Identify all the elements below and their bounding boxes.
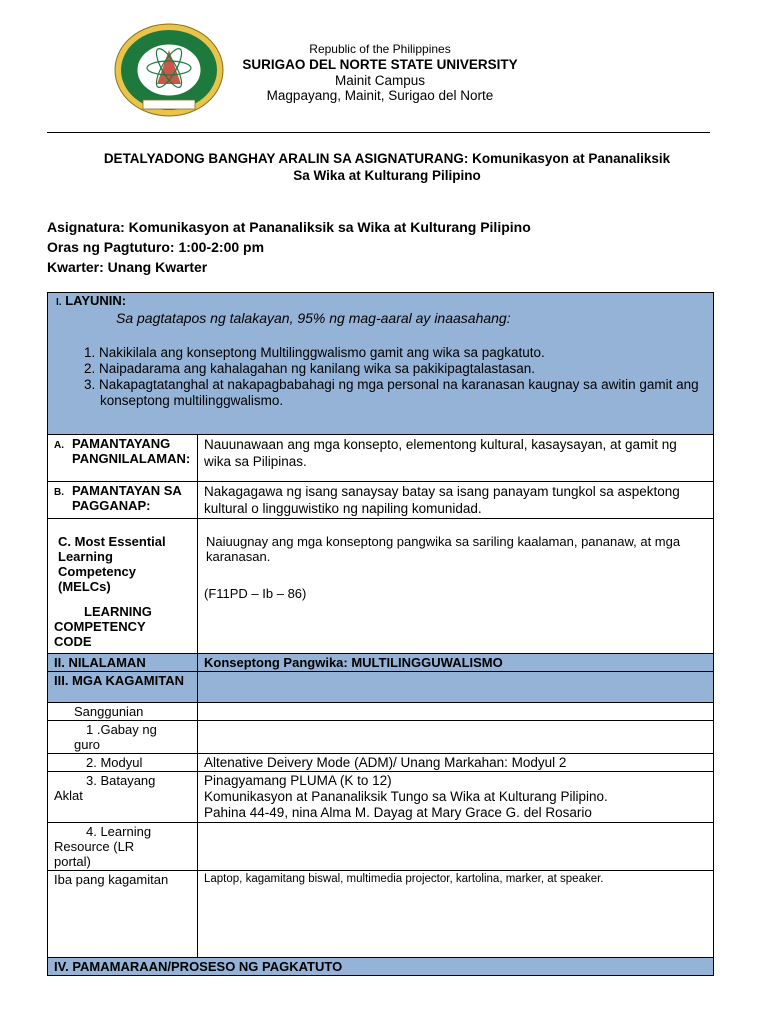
modyul-label: 2. Modyul	[48, 754, 198, 772]
campus-name: Mainit Campus	[334, 73, 426, 88]
pamamaraan-label: IV. PAMAMARAAN/PROSESO NG PAGKATUTO	[48, 958, 714, 976]
republic-line: Republic of the Philippines	[309, 42, 451, 56]
iba-pang-kagamitan-row	[48, 871, 714, 958]
lesson-meta	[47, 217, 531, 277]
gabay-label: 1 .Gabay ng guro	[74, 722, 157, 752]
iba-label: Iba pang kagamitan	[48, 871, 198, 958]
gabay-row	[48, 721, 714, 754]
kagamitan-label: III. MGA KAGAMITAN	[48, 672, 198, 703]
row-a-value: Nauunawaan ang mga konsepto, elementong kultural, kasaysayan, at gamit ng wika sa Pilipinas.	[198, 435, 714, 482]
layunin-row	[48, 293, 714, 435]
learning-competency-code-label: LEARNING COMPETENCY CODE	[54, 604, 152, 649]
learning-resource-row	[48, 823, 714, 871]
row-b-label: PAMANTAYAN SA PAGGANAP:	[72, 483, 182, 513]
kagamitan-row	[48, 672, 714, 703]
title-line-1: DETALYADONG BANGHAY ARALIN SA ASIGNATURANG: Komunikasyon at Pananaliksik	[103, 151, 671, 166]
layunin-item-3: 3. Nakapagtatanghal at nakapagbabahagi ng mga personal na karanasan kaugnay sa awitin gamit ang	[84, 377, 699, 392]
competency-code: (F11PD – Ib – 86)	[204, 586, 307, 601]
row-b-letter: B.	[54, 487, 64, 498]
melc-value: Naiuugnay ang mga konseptong pangwika sa sariling kaalaman, pananaw, at mga karanasan.	[206, 534, 681, 564]
sanggunian-row	[48, 703, 714, 721]
iba-value: Laptop, kagamitang biswal, multimedia projector, kartolina, marker, at speaker.	[198, 871, 714, 958]
melc-label: C. Most Essential Learning Competency (MELCs)	[58, 534, 166, 594]
kwarter-line: Kwarter: Unang Kwarter	[47, 259, 208, 275]
layunin-item-2: 2. Naipadarama ang kahalagahan ng kanilang wika sa pakikipagtalastasan.	[84, 361, 536, 376]
document-header	[200, 42, 560, 103]
pamantayang-pangnilalaman-row	[48, 435, 714, 482]
batayang-aklat-row	[48, 772, 714, 823]
title-line-2: Sa Wika at Kulturang Pilipino	[293, 168, 481, 183]
lesson-plan-table	[47, 292, 714, 976]
aklat-label: 3. Batayang Aklat	[54, 773, 156, 803]
layunin-heading: LAYUNIN:	[65, 293, 127, 308]
melc-row	[48, 519, 714, 654]
pamantayan-sa-pagganap-row	[48, 482, 714, 519]
layunin-intro: Sa pagtatapos ng talakayan, 95% ng mag-aaral ay inaasahang:	[116, 310, 511, 326]
lr-label: 4. Learning Resource (LR portal)	[54, 824, 152, 869]
university-name: SURIGAO DEL NORTE STATE UNIVERSITY	[242, 57, 518, 72]
row-a-label: PAMANTAYANG PANGNILALAMAN:	[72, 436, 191, 466]
aklat-line-1: Pinagyamang PLUMA (K to 12)	[204, 773, 392, 788]
row-b-value: Nakagagawa ng isang sanaysay batay sa isang panayam tungkol sa aspektong kultural o lingguwistiko ng napiling komunidad.	[198, 482, 714, 519]
modyul-value: Altenative Deivery Mode (ADM)/ Unang Markahan: Modyul 2	[198, 754, 714, 772]
modyul-row	[48, 754, 714, 772]
pamamaraan-row	[48, 958, 714, 976]
header-divider	[47, 132, 710, 133]
campus-address: Magpayang, Mainit, Surigao del Norte	[266, 88, 494, 103]
document-title	[47, 150, 727, 184]
asignatura-line: Asignatura: Komunikasyon at Pananaliksik sa Wika at Kulturang Pilipino	[47, 219, 531, 235]
oras-line: Oras ng Pagtuturo: 1:00-2:00 pm	[47, 239, 265, 255]
nilalaman-label: II. NILALAMAN	[48, 654, 198, 672]
nilalaman-row	[48, 654, 714, 672]
nilalaman-value: Konseptong Pangwika: MULTILINGGUWALISMO	[198, 654, 714, 672]
sanggunian-label: Sanggunian	[48, 703, 198, 721]
aklat-line-3: Pahina 44-49, nina Alma M. Dayag at Mary Grace G. del Rosario	[204, 805, 592, 820]
layunin-item-1: 1. Nakikilala ang konseptong Multilinggwalismo gamit ang wika sa pagkatuto.	[84, 345, 545, 360]
aklat-line-2: Komunikasyon at Pananaliksik Tungo sa Wika at Kulturang Pilipino.	[204, 789, 608, 804]
layunin-numeral: I.	[56, 297, 62, 308]
layunin-item-3-cont: konseptong multilinggwalismo.	[100, 393, 284, 408]
row-a-letter: A.	[54, 440, 64, 451]
